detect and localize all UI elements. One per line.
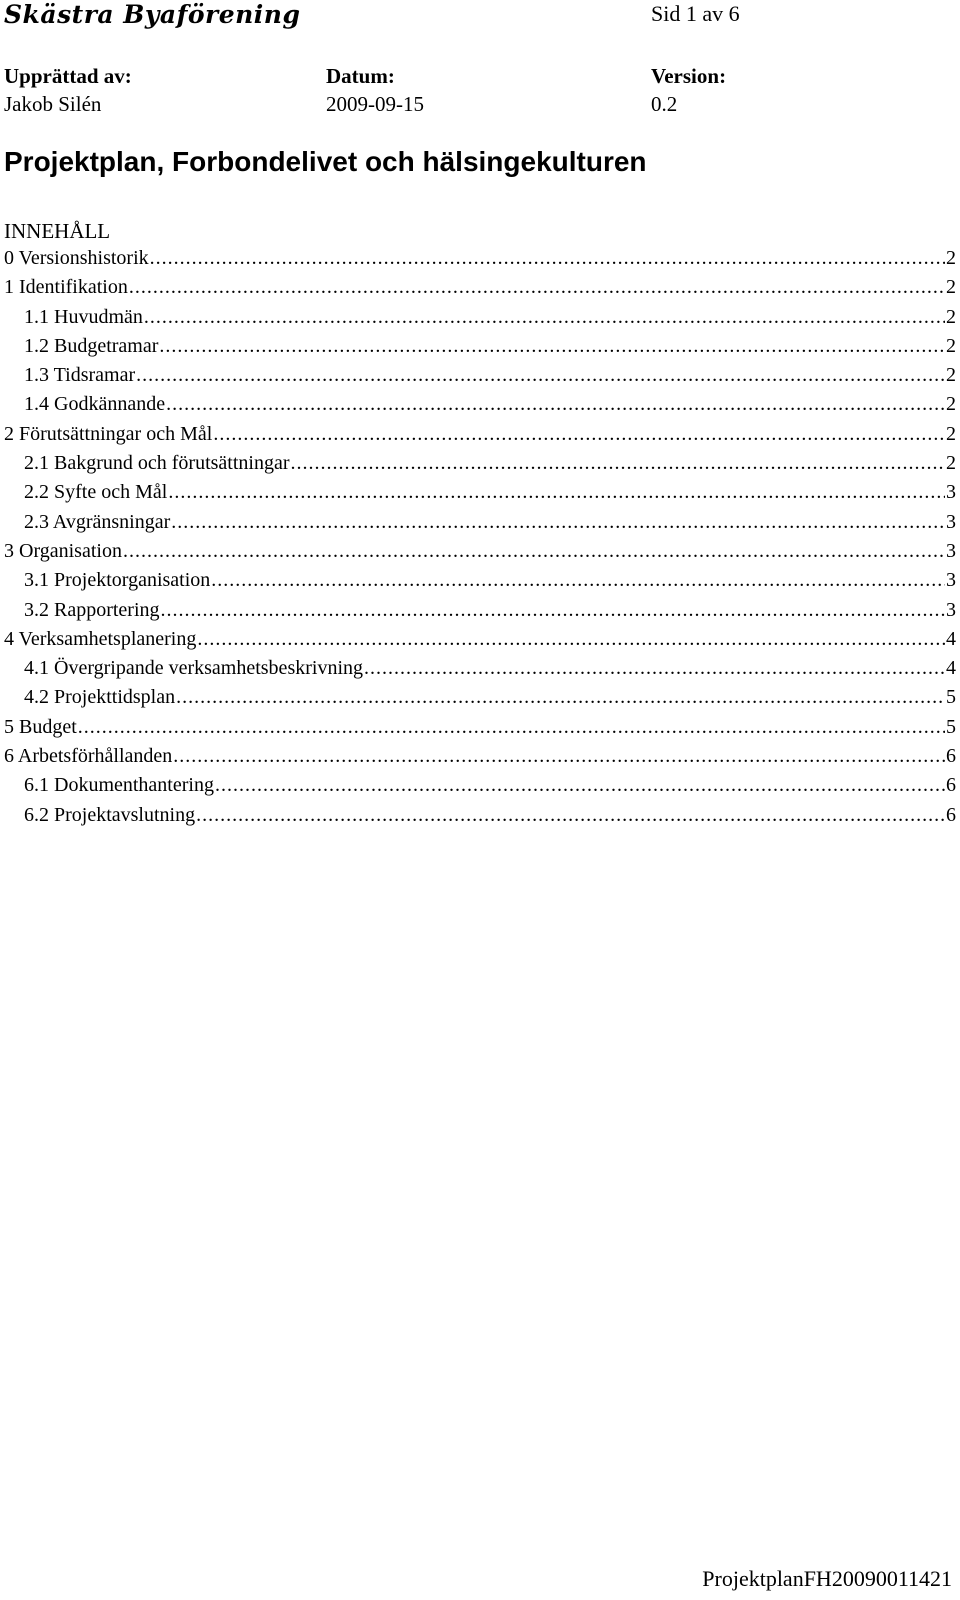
toc-entry[interactable] bbox=[0, 390, 956, 419]
toc-entry[interactable] bbox=[0, 625, 956, 654]
toc-entry-text: 3.1 Projektorganisation bbox=[24, 569, 211, 592]
date-value: 2009-09-15 bbox=[326, 92, 424, 116]
toc-page-number: 2 bbox=[946, 305, 956, 328]
toc-entry-text: 4.1 Övergripande verksamhetsbeskrivning bbox=[24, 657, 363, 680]
toc-page-number: 2 bbox=[946, 452, 956, 475]
toc-entry-text: 3 Organisation bbox=[4, 539, 122, 562]
toc-dot-leader bbox=[176, 683, 945, 712]
toc-entry-text: 2.1 Bakgrund och förutsättningar bbox=[24, 452, 290, 475]
organization-name: Skästra Byaförening bbox=[4, 0, 301, 29]
toc-entry-text: 2.2 Syfte och Mål bbox=[24, 481, 168, 504]
toc-dot-leader bbox=[168, 478, 945, 507]
toc-dot-leader bbox=[159, 332, 945, 361]
toc-page-number: 2 bbox=[946, 364, 956, 387]
toc-entry[interactable] bbox=[0, 654, 956, 683]
toc-entry[interactable] bbox=[0, 801, 956, 830]
toc-entry-text: 1.3 Tidsramar bbox=[24, 364, 136, 387]
toc-dot-leader bbox=[78, 713, 945, 742]
toc-entry[interactable] bbox=[0, 303, 956, 332]
toc-entry-text: 1.2 Budgetramar bbox=[24, 334, 159, 357]
toc-entry[interactable] bbox=[0, 596, 956, 625]
toc-dot-leader bbox=[196, 801, 945, 830]
toc-entry[interactable] bbox=[0, 508, 956, 537]
toc-dot-leader bbox=[166, 390, 945, 419]
toc-dot-leader bbox=[364, 654, 945, 683]
page-indicator: Sid 1 av 6 bbox=[651, 1, 740, 26]
toc-entry[interactable] bbox=[0, 273, 956, 302]
footer-document-id: ProjektplanFH20090011421 bbox=[702, 1566, 952, 1591]
version-value: 0.2 bbox=[651, 92, 678, 116]
toc-entry[interactable] bbox=[0, 361, 956, 390]
toc-page-number: 4 bbox=[946, 657, 956, 680]
toc-entry-text: 2.3 Avgränsningar bbox=[24, 510, 171, 533]
toc-dot-leader bbox=[215, 771, 945, 800]
toc-page-number: 3 bbox=[946, 481, 956, 504]
toc-dot-leader bbox=[213, 420, 945, 449]
toc-dot-leader bbox=[123, 537, 945, 566]
toc-entry-text: 1 Identifikation bbox=[4, 276, 128, 299]
toc-dot-leader bbox=[161, 596, 945, 625]
version-label: Version: bbox=[651, 64, 727, 88]
toc-page-number: 6 bbox=[946, 745, 956, 768]
toc-entry-text: 0 Versionshistorik bbox=[4, 247, 149, 269]
toc-page-number: 2 bbox=[946, 422, 956, 445]
date-label: Datum: bbox=[326, 64, 395, 88]
toc-dot-leader bbox=[136, 361, 945, 390]
toc-entry-text: 3.2 Rapportering bbox=[24, 598, 160, 621]
toc-dot-leader bbox=[197, 625, 945, 654]
toc-page-number: 3 bbox=[946, 539, 956, 562]
toc-heading: INNEHÅLL bbox=[4, 219, 111, 243]
author-block bbox=[4, 62, 132, 118]
toc-page-number: 6 bbox=[946, 774, 956, 797]
toc-entry-text: 1.1 Huvudmän bbox=[24, 305, 143, 328]
toc-entry[interactable] bbox=[0, 478, 956, 507]
toc-dot-leader bbox=[144, 303, 945, 332]
toc-page-number: 2 bbox=[946, 247, 956, 269]
toc-dot-leader bbox=[150, 244, 945, 273]
author-value: Jakob Silén bbox=[4, 92, 102, 116]
toc-page-number: 5 bbox=[946, 715, 956, 738]
toc-dot-leader bbox=[171, 508, 945, 537]
document-metadata bbox=[0, 62, 960, 122]
toc-page-number: 2 bbox=[946, 334, 956, 357]
toc-page-number: 3 bbox=[946, 598, 956, 621]
toc-entry-text: 4.2 Projekttidsplan bbox=[24, 686, 176, 709]
toc-entry[interactable] bbox=[0, 742, 956, 771]
toc-entry-text: 4 Verksamhetsplanering bbox=[4, 627, 197, 650]
document-title: Projektplan, Forbondelivet och hälsingekulturen bbox=[4, 146, 647, 177]
toc-entry[interactable] bbox=[0, 420, 956, 449]
toc-entry[interactable] bbox=[0, 449, 956, 478]
toc-dot-leader bbox=[173, 742, 945, 771]
toc-entry[interactable] bbox=[0, 683, 956, 712]
toc-page-number: 2 bbox=[946, 393, 956, 416]
toc-dot-leader bbox=[291, 449, 946, 478]
toc-entry[interactable] bbox=[0, 566, 956, 595]
toc-entry-text: 2 Förutsättningar och Mål bbox=[4, 422, 213, 445]
toc-page-number: 5 bbox=[946, 686, 956, 709]
toc-dot-leader bbox=[211, 566, 945, 595]
toc-entry[interactable] bbox=[0, 713, 956, 742]
toc-dot-leader bbox=[129, 273, 945, 302]
author-label: Upprättad av: bbox=[4, 64, 132, 88]
toc-entry-text: 1.4 Godkännande bbox=[24, 393, 166, 416]
date-block bbox=[326, 62, 424, 118]
toc-page-number: 6 bbox=[946, 803, 956, 826]
page-header bbox=[0, 0, 960, 40]
toc-entry[interactable] bbox=[0, 771, 956, 800]
toc-page-number: 2 bbox=[946, 276, 956, 299]
toc-entry-text: 5 Budget bbox=[4, 715, 77, 738]
toc-page-number: 3 bbox=[946, 510, 956, 533]
toc-page-number: 4 bbox=[946, 627, 956, 650]
version-block bbox=[651, 62, 726, 118]
toc-entry-text: 6.2 Projektavslutning bbox=[24, 803, 196, 826]
toc-entry-text: 6.1 Dokumenthantering bbox=[24, 774, 214, 797]
toc-page-number: 3 bbox=[946, 569, 956, 592]
table-of-contents bbox=[0, 244, 960, 830]
toc-entry-text: 6 Arbetsförhållanden bbox=[4, 745, 173, 768]
toc-entry[interactable] bbox=[0, 332, 956, 361]
toc-entry[interactable] bbox=[0, 537, 956, 566]
toc-entry[interactable] bbox=[0, 244, 956, 273]
